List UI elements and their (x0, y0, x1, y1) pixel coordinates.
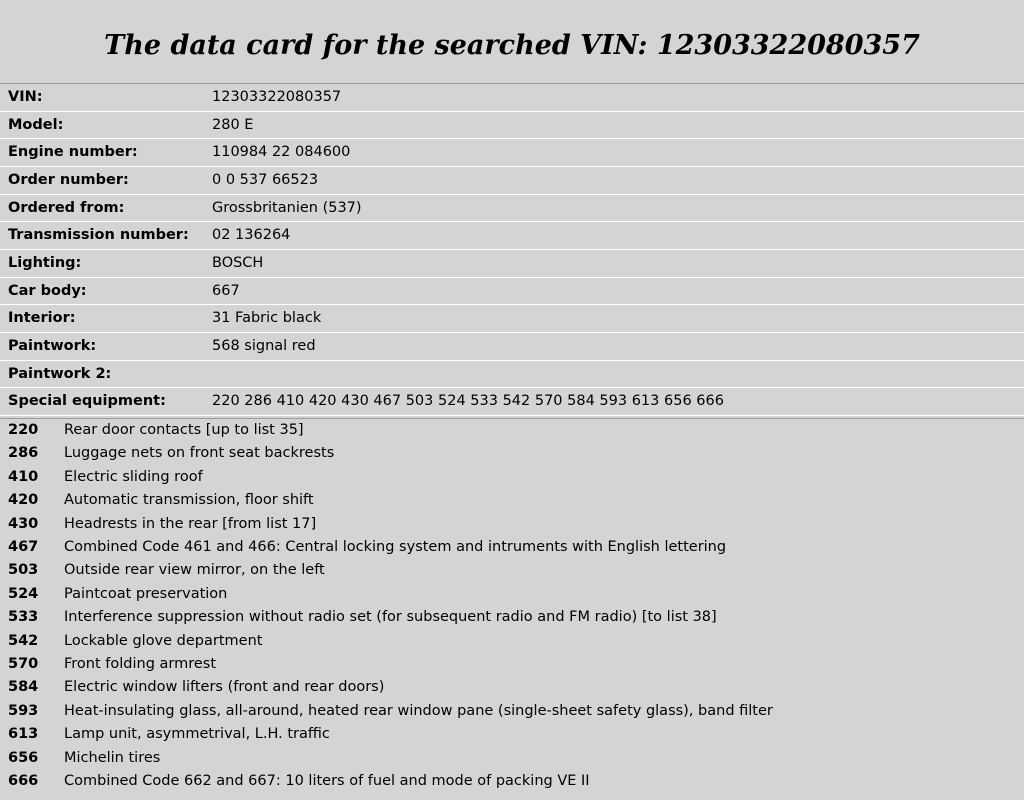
equipment-description: Paintcoat preservation (64, 585, 228, 602)
table-row (0, 84, 1024, 112)
field-value: 31 Fabric black (212, 310, 322, 327)
list-item (0, 466, 1024, 489)
equipment-code: 542 (8, 632, 39, 649)
table-row (0, 167, 1024, 195)
equipment-code: 467 (8, 539, 39, 556)
table-row (0, 194, 1024, 222)
list-item (0, 676, 1024, 699)
equipment-code: 430 (8, 515, 39, 532)
list-item (0, 723, 1024, 746)
equipment-code: 593 (8, 702, 39, 719)
equipment-code: 286 (8, 445, 39, 462)
equipment-code: 570 (8, 655, 39, 672)
equipment-code: 666 (8, 772, 39, 789)
field-label: Paintwork 2: (8, 365, 112, 382)
equipment-description: Lamp unit, asymmetrival, L.H. traffic (64, 726, 330, 743)
list-item (0, 606, 1024, 629)
list-item (0, 513, 1024, 536)
table-row (0, 139, 1024, 167)
list-item (0, 489, 1024, 512)
equipment-code: 524 (8, 585, 39, 602)
table-row (0, 250, 1024, 278)
field-value: 568 signal red (212, 338, 316, 355)
field-label: Ordered from: (8, 199, 125, 216)
equipment-description: Heat-insulating glass, all-around, heated rear window pane (single-sheet safety glass), band filter (64, 702, 773, 719)
equipment-description: Front folding armrest (64, 655, 217, 672)
list-item (0, 747, 1024, 770)
field-value: 02 136264 (212, 227, 291, 244)
page-title: The data card for the searched VIN: 12303322080357 (104, 30, 920, 61)
equipment-description: Luggage nets on front seat backrests (64, 445, 335, 462)
field-label: VIN: (8, 89, 43, 105)
field-value: 220 286 410 420 430 467 503 524 533 542 570 584 593 613 656 666 (212, 393, 724, 410)
equipment-code: 503 (8, 562, 39, 579)
equipment-description: Lockable glove department (64, 632, 263, 649)
list-item (0, 419, 1024, 443)
list-item (0, 630, 1024, 653)
field-value (204, 360, 1024, 388)
field-value: 667 (212, 282, 240, 299)
table-row (0, 333, 1024, 361)
field-label: Engine number: (8, 144, 138, 161)
equipment-description: Rear door contacts [up to list 35] (64, 422, 304, 439)
table-row (0, 360, 1024, 388)
list-item (0, 770, 1024, 793)
equipment-code: 613 (8, 726, 39, 743)
equipment-code: 420 (8, 492, 39, 509)
special-equipment-list (0, 418, 1024, 793)
vehicle-data-table (0, 83, 1024, 416)
equipment-code: 410 (8, 468, 39, 485)
table-row (0, 111, 1024, 139)
list-item (0, 583, 1024, 606)
equipment-code: 220 (8, 422, 39, 439)
field-label: Interior: (8, 310, 76, 327)
equipment-description: Headrests in the rear [from list 17] (64, 515, 317, 532)
equipment-description: Electric sliding roof (64, 468, 203, 485)
field-label: Lighting: (8, 255, 82, 272)
list-item (0, 442, 1024, 465)
field-value: BOSCH (212, 255, 264, 272)
field-value: 280 E (212, 116, 254, 133)
table-row (0, 222, 1024, 250)
equipment-description: Interference suppression without radio set (for subsequent radio and FM radio) [to list 38] (64, 609, 717, 626)
table-row (0, 388, 1024, 416)
equipment-code: 656 (8, 749, 39, 766)
list-item (0, 653, 1024, 676)
field-label: Special equipment: (8, 393, 166, 410)
list-item (0, 536, 1024, 559)
list-item (0, 559, 1024, 582)
equipment-description: Combined Code 662 and 667: 10 liters of fuel and mode of packing VE II (64, 772, 590, 789)
equipment-description: Outside rear view mirror, on the left (64, 562, 325, 579)
table-row (0, 277, 1024, 305)
field-label: Model: (8, 116, 64, 133)
field-value: Grossbritanien (537) (212, 199, 362, 216)
list-item (0, 700, 1024, 723)
equipment-description: Automatic transmission, floor shift (64, 492, 314, 509)
equipment-description: Michelin tires (64, 749, 161, 766)
field-label: Car body: (8, 282, 87, 299)
equipment-code: 584 (8, 679, 39, 696)
field-label: Transmission number: (8, 227, 189, 244)
equipment-description: Combined Code 461 and 466: Central locking system and intruments with English lettering (64, 539, 727, 556)
table-row (0, 305, 1024, 333)
field-label: Paintwork: (8, 338, 97, 355)
field-value: 110984 22 084600 (212, 144, 351, 161)
equipment-description: Electric window lifters (front and rear doors) (64, 679, 385, 696)
equipment-code: 533 (8, 609, 39, 626)
field-value: 0 0 537 66523 (212, 172, 319, 189)
field-value: 12303322080357 (212, 89, 342, 105)
field-label: Order number: (8, 172, 129, 189)
